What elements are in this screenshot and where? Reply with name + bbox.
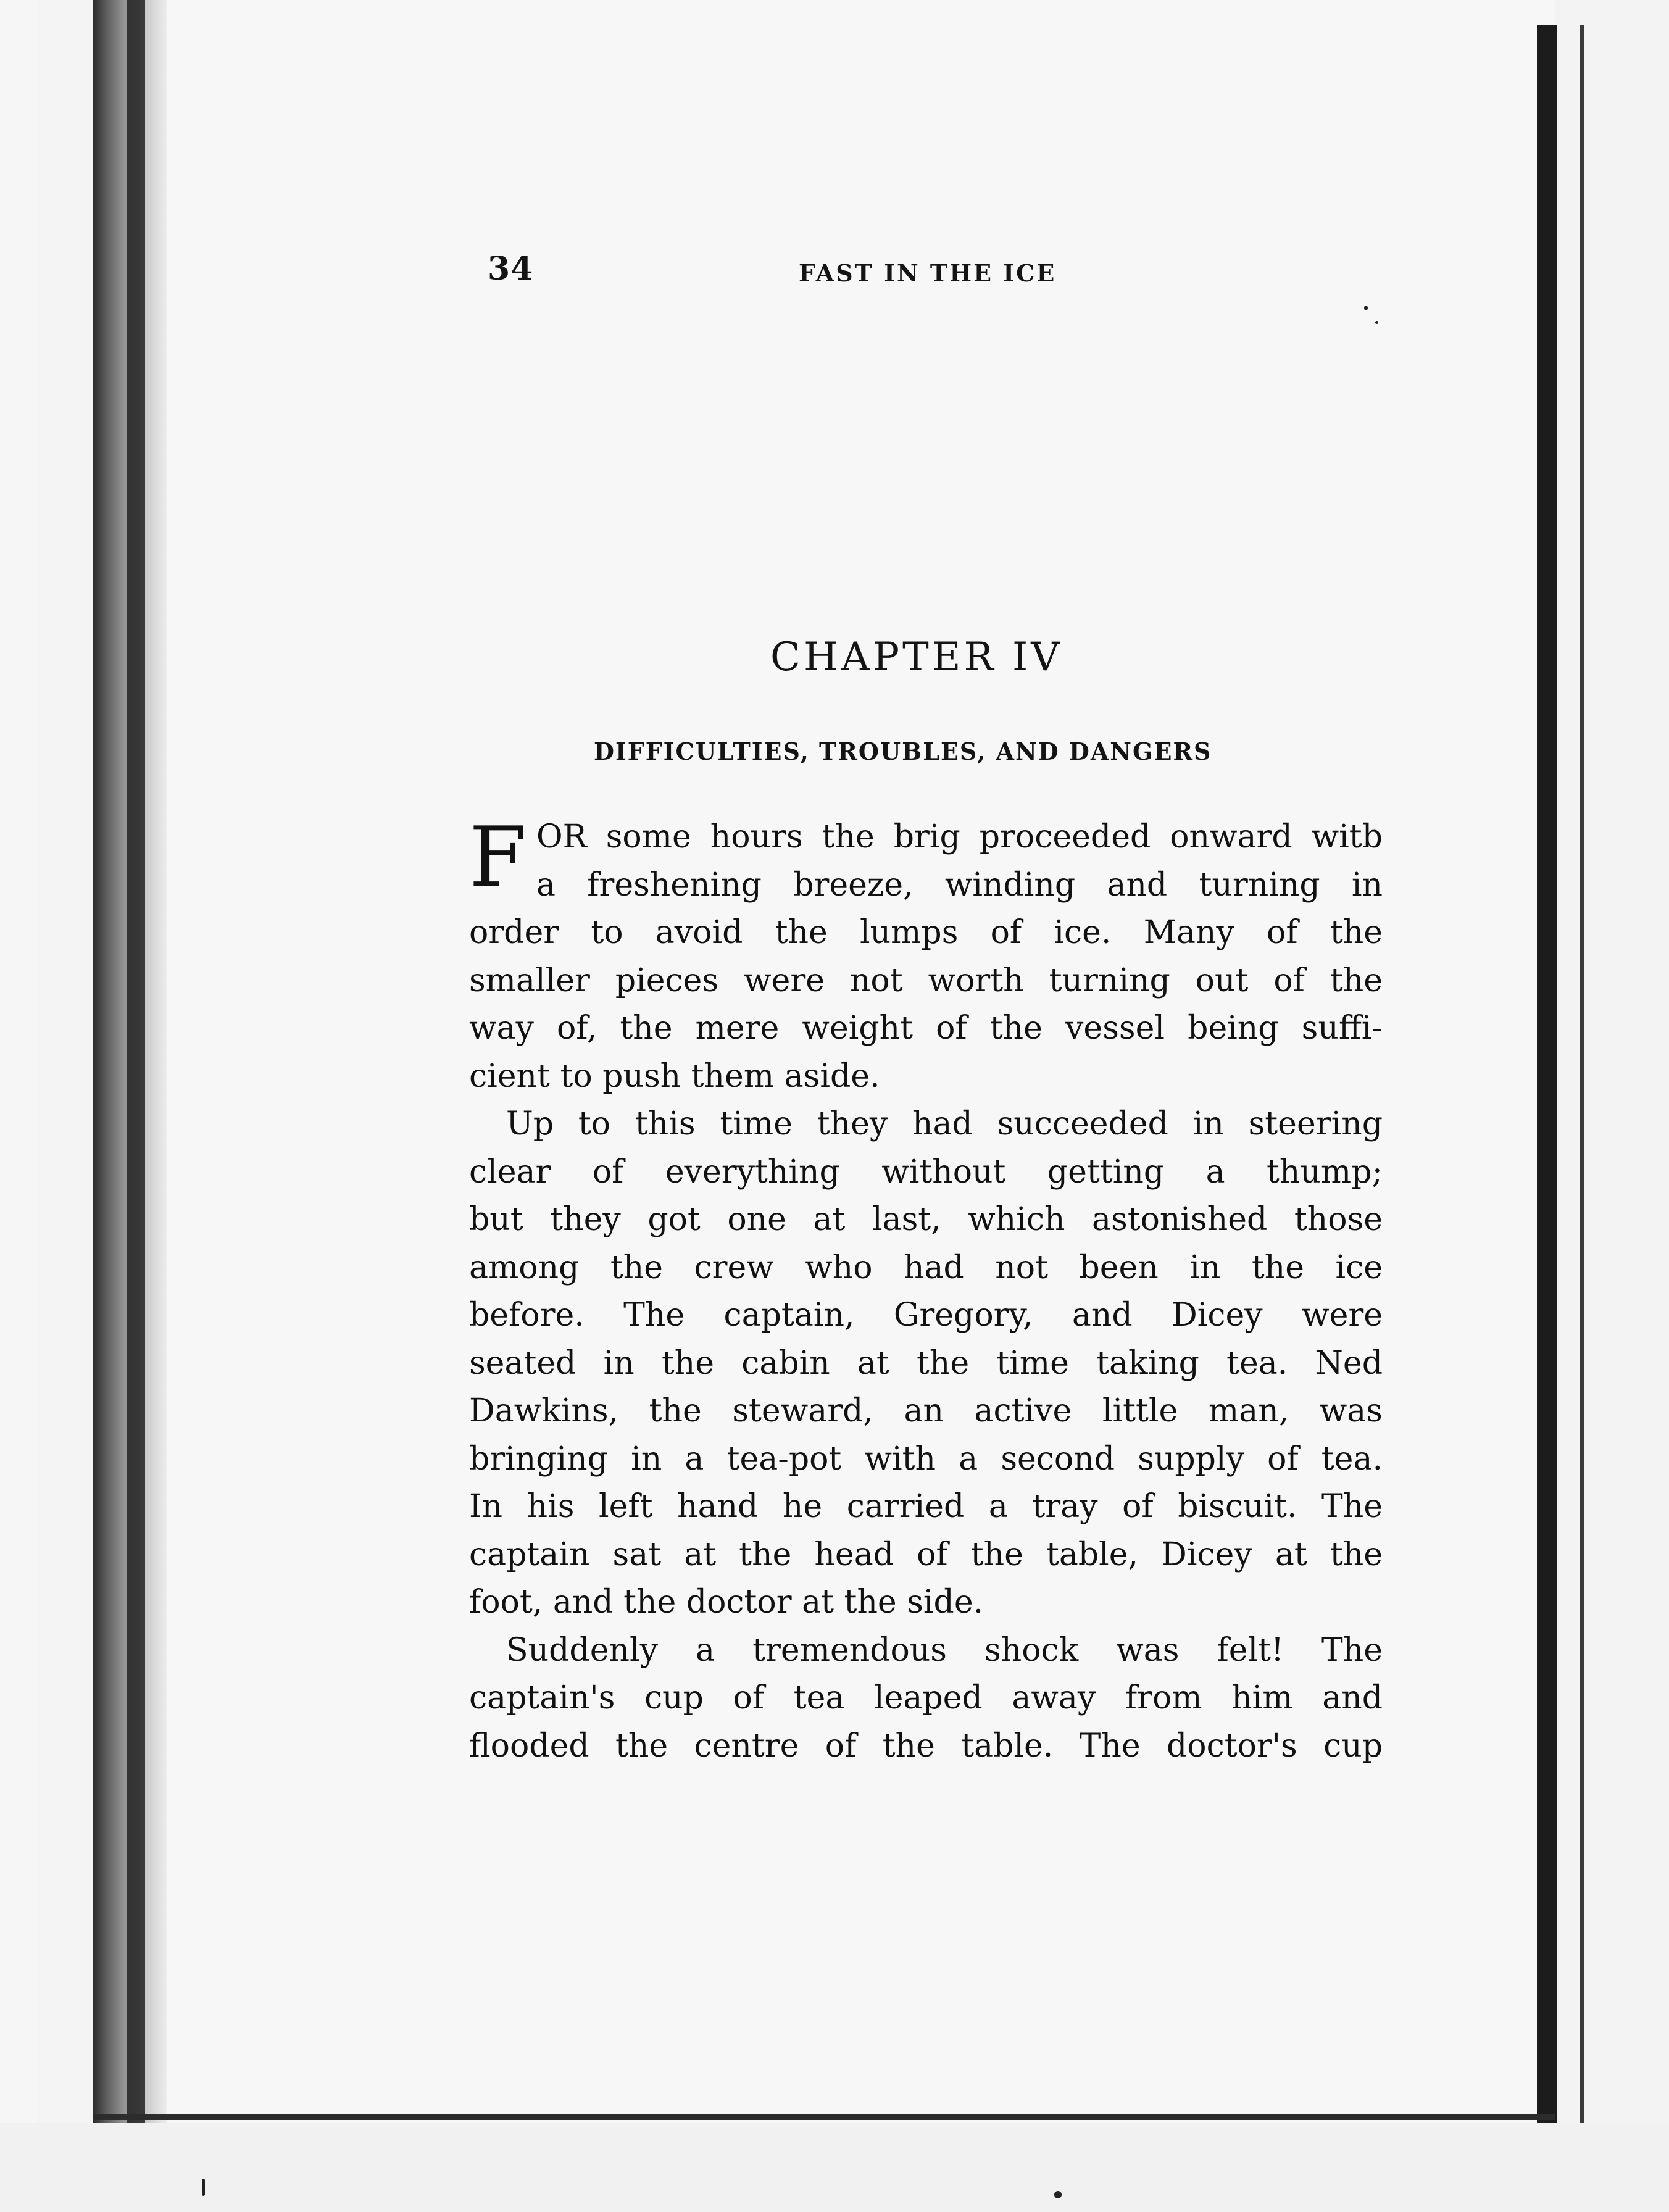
- scan-margin-left: [0, 0, 37, 2212]
- text-line: bringing in a tea-pot with a second supply of tea.: [469, 1440, 1383, 1478]
- text-line: way of, the mere weight of the vessel being suffi-: [469, 1010, 1383, 1047]
- scan-speck: [1054, 2191, 1062, 2198]
- text-line: In his left hand he carried a tray of biscuit. The: [469, 1488, 1383, 1525]
- text-line: but they got one at last, which astonished those: [469, 1201, 1383, 1238]
- scan-speck: [202, 2179, 205, 2196]
- running-head: FAST IN THE ICE: [799, 259, 1057, 287]
- text-line: captain's cup of tea leaped away from him and: [469, 1679, 1383, 1716]
- page-edge-right: [1537, 25, 1557, 2123]
- text-line: foot, and the doctor at the side.: [469, 1584, 984, 1621]
- chapter-subtitle: DIFFICULTIES, TROUBLES, AND DANGERS: [594, 738, 1212, 765]
- text-line: a freshening breeze, winding and turning in: [536, 866, 1383, 904]
- text-line: clear of everything without getting a thump;: [469, 1153, 1383, 1191]
- text-line: order to avoid the lumps of ice. Many of the: [469, 914, 1383, 951]
- scan-margin-right: [1557, 0, 1669, 2212]
- text-line: OR some hours the brig proceeded onward witb: [536, 818, 1383, 855]
- chapter-body: [469, 809, 1383, 1770]
- text-line: Suddenly a tremendous shock was felt! The: [506, 1631, 1383, 1669]
- text-line: flooded the centre of the table. The doctor's cup: [469, 1727, 1383, 1765]
- drop-cap: F: [469, 809, 527, 905]
- text-line: cient to push them aside.: [469, 1057, 880, 1095]
- scan-speck: [1364, 306, 1368, 310]
- text-line: seated in the cabin at the time taking tea. Ned: [469, 1344, 1383, 1382]
- page-edge-line: [1580, 25, 1584, 2123]
- scan-margin-bottom: [0, 2123, 1669, 2212]
- text-line: among the crew who had not been in the ice: [469, 1249, 1383, 1286]
- paragraph-1: [469, 809, 1383, 1100]
- paragraph-3: [469, 1627, 1383, 1771]
- page-edge-bottom: [93, 2114, 1555, 2120]
- chapter-title: CHAPTER IV: [770, 634, 1063, 680]
- scan-speck: [1375, 321, 1378, 324]
- text-line: smaller pieces were not worth turning out of the: [469, 962, 1383, 999]
- text-line: Dawkins, the steward, an active little man, was: [469, 1392, 1383, 1429]
- book-binding-edge: [127, 0, 145, 2123]
- paragraph-2: [469, 1100, 1383, 1627]
- page-number: 34: [488, 250, 534, 288]
- text-line: Up to this time they had succeeded in steering: [506, 1105, 1383, 1142]
- text-line: captain sat at the head of the table, Dicey at the: [469, 1536, 1383, 1573]
- text-line: before. The captain, Gregory, and Dicey were: [469, 1297, 1383, 1334]
